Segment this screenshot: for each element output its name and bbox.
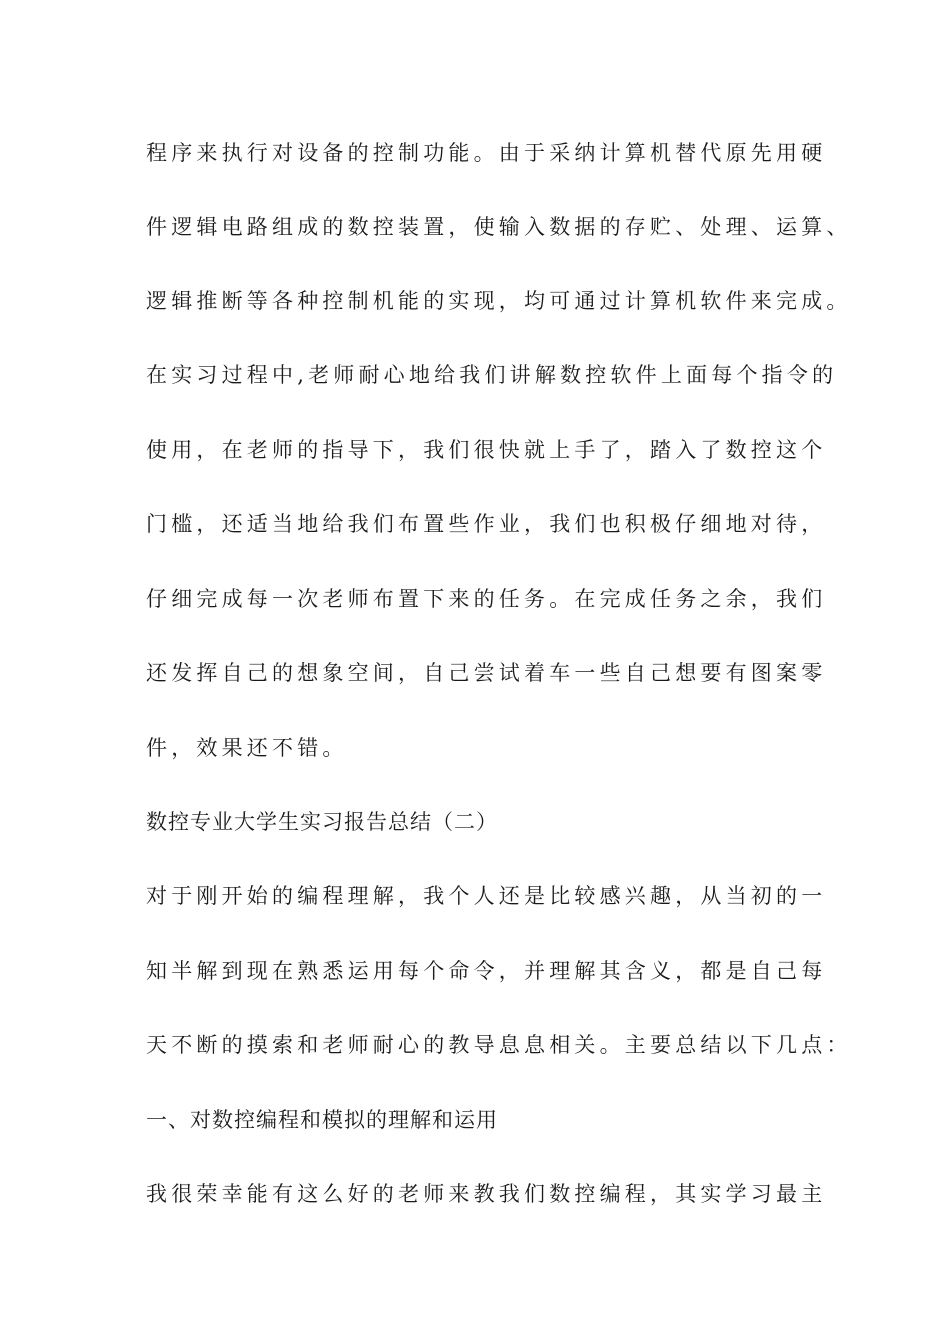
paragraph-line-4: 在实习过程中,老师耐心地给我们讲解数控软件上面每个指令的: [146, 363, 838, 387]
paragraph-line-12: 天不断的摸索和老师耐心的教导息息相关。主要总结以下几点：: [146, 1033, 852, 1057]
section-heading: 数控专业大学生实习报告总结（二）: [146, 810, 498, 834]
paragraph-line-1: 程序来执行对设备的控制功能。由于采纳计算机替代原先用硬: [146, 141, 827, 165]
paragraph-line-13: 我很荣幸能有这么好的老师来教我们数控编程，其实学习最主: [146, 1182, 827, 1206]
subsection-heading: 一、对数控编程和模拟的理解和运用: [146, 1108, 498, 1132]
paragraph-line-7: 仔细完成每一次老师布置下来的任务。在完成任务之余，我们: [146, 587, 827, 611]
paragraph-line-2: 件逻辑电路组成的数控装置，使输入数据的存贮、处理、运算、: [146, 215, 852, 239]
paragraph-line-8: 还发挥自己的想象空间，自己尝试着车一些自己想要有图案零: [146, 661, 827, 685]
paragraph-line-3: 逻辑推断等各种控制机能的实现，均可通过计算机软件来完成。: [146, 289, 852, 313]
paragraph-line-5: 使用，在老师的指导下，我们很快就上手了，踏入了数控这个: [146, 438, 827, 462]
paragraph-line-6: 门槛，还适当地给我们布置些作业，我们也积极仔细地对待，: [146, 512, 827, 536]
paragraph-line-9: 件，效果还不错。: [146, 736, 348, 760]
paragraph-line-11: 知半解到现在熟悉运用每个命令，并理解其含义，都是自己每: [146, 959, 827, 983]
paragraph-line-10: 对于刚开始的编程理解，我个人还是比较感兴趣，从当初的一: [146, 884, 827, 908]
